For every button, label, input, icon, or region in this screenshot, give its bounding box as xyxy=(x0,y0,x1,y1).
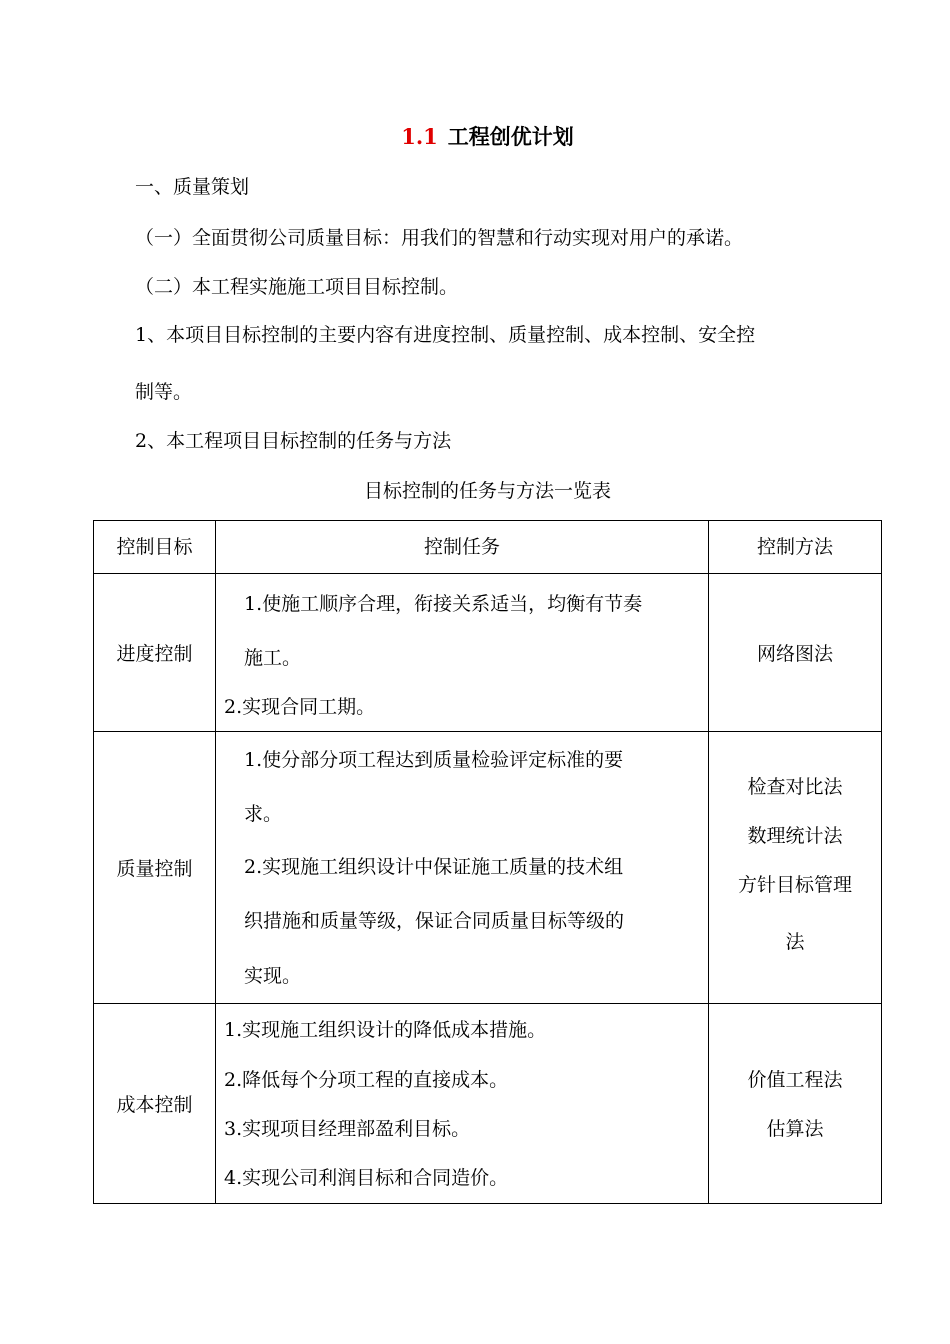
method-line: 检查对比法 xyxy=(747,775,843,798)
row-tasks xyxy=(216,1004,709,1204)
control-table xyxy=(93,520,882,1204)
task-line: 1.实现施工组织设计的降低成本措施。 xyxy=(224,1018,547,1041)
table-header-row xyxy=(94,521,882,574)
section-title-text: 工程创优计划 xyxy=(447,124,574,149)
row-methods xyxy=(709,574,882,732)
paragraph-target-control: （二）本工程实施施工项目目标控制。 xyxy=(135,276,459,298)
method-line: 方针目标管理 xyxy=(737,873,852,896)
row-tasks xyxy=(216,732,709,1004)
task-line: 3.实现项目经理部盈利目标。 xyxy=(224,1117,471,1140)
header-task: 控制任务 xyxy=(216,521,709,574)
header-target: 控制目标 xyxy=(94,521,216,574)
task-line: 求。 xyxy=(244,802,283,825)
section-number: 1.1 xyxy=(401,124,438,149)
paragraph-control-content: 1、本项目目标控制的主要内容有进度控制、质量控制、成本控制、安全控 xyxy=(135,324,756,346)
method-line: 法 xyxy=(785,930,805,953)
table-row xyxy=(94,732,882,1004)
paragraph-tasks-methods: 2、本工程项目目标控制的任务与方法 xyxy=(135,430,452,452)
task-line: 4.实现公司利润目标和合同造价。 xyxy=(224,1166,509,1189)
table-row xyxy=(94,1004,882,1204)
row-tasks xyxy=(216,574,709,732)
header-method: 控制方法 xyxy=(709,521,882,574)
task-line: 2.实现合同工期。 xyxy=(224,695,376,718)
task-line: 实现。 xyxy=(244,964,302,987)
row-target: 进度控制 xyxy=(94,574,216,732)
table-caption: 目标控制的任务与方法一览表 xyxy=(363,480,611,502)
task-line: 施工。 xyxy=(244,646,302,669)
paragraph-company-goal: （一）全面贯彻公司质量目标：用我们的智慧和行动实现对用户的承诺。 xyxy=(135,227,744,249)
row-target: 成本控制 xyxy=(94,1004,216,1204)
task-line: 1.使施工顺序合理，衔接关系适当，均衡有节奏 xyxy=(244,592,643,615)
paragraph-quality-planning: 一、质量策划 xyxy=(135,176,250,198)
method-line: 数理统计法 xyxy=(747,824,843,847)
row-target: 质量控制 xyxy=(94,732,216,1004)
method-line: 网络图法 xyxy=(756,643,833,665)
row-methods xyxy=(709,1004,882,1204)
task-line: 织措施和质量等级，保证合同质量目标等级的 xyxy=(244,909,625,932)
task-line: 2.实现施工组织设计中保证施工质量的技术组 xyxy=(244,855,624,878)
method-line: 价值工程法 xyxy=(747,1068,843,1091)
row-methods xyxy=(709,732,882,1004)
paragraph-control-content-cont: 制等。 xyxy=(135,381,193,403)
task-line: 2.降低每个分项工程的直接成本。 xyxy=(224,1068,509,1091)
section-title xyxy=(0,120,950,154)
table-row xyxy=(94,574,882,732)
method-line: 估算法 xyxy=(766,1117,824,1140)
task-line: 1.使分部分项工程达到质量检验评定标准的要 xyxy=(244,748,624,771)
